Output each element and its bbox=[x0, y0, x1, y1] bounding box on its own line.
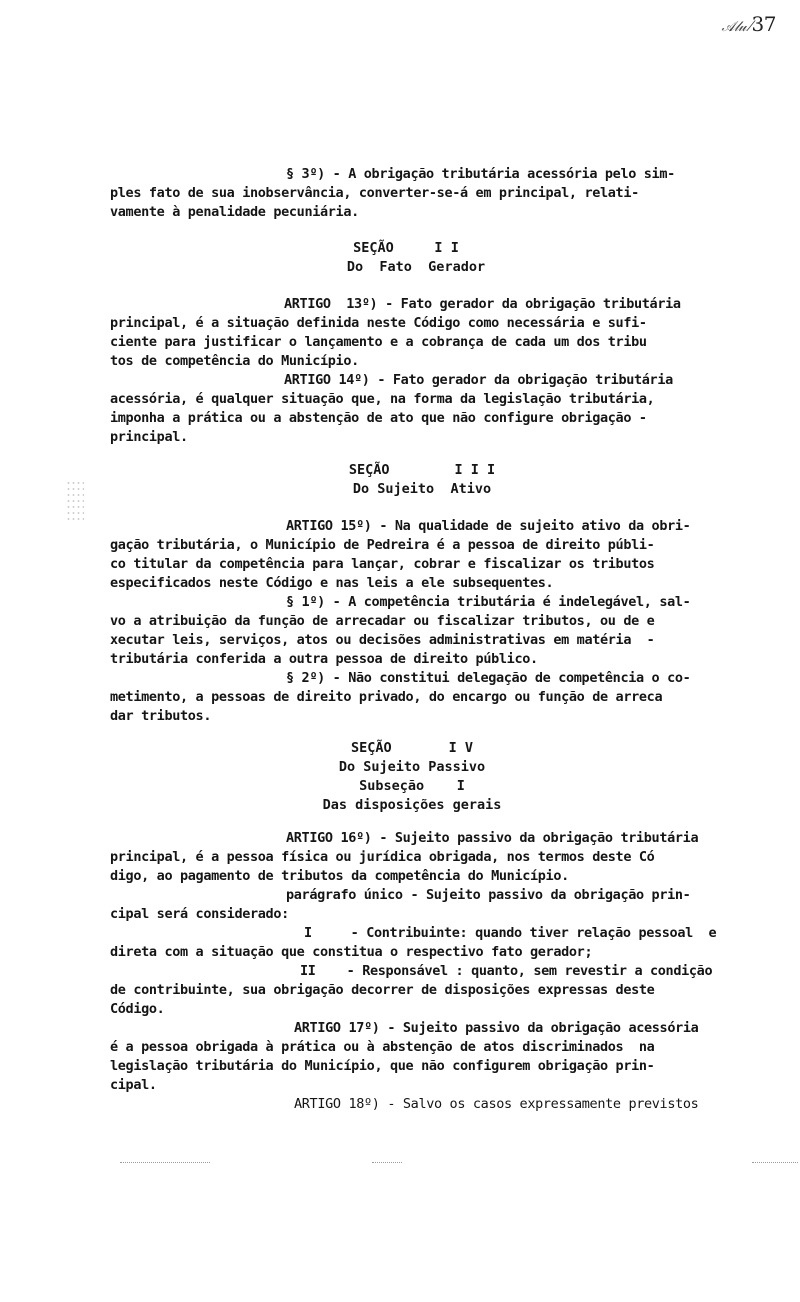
article-16-line: ARTIGO 16º) - Sujeito passivo da obrigação tributária bbox=[286, 830, 699, 846]
article-17-line: ARTIGO 17º) - Sujeito passivo da obrigação acessória bbox=[294, 1020, 699, 1036]
paragraph-3-line: ples fato de sua inobservância, converter-se-á em principal, relati- bbox=[110, 185, 639, 201]
bottom-dotted-rule bbox=[372, 1162, 402, 1163]
article-18-line: ARTIGO 18º) - Salvo os casos expressamente previstos bbox=[294, 1096, 699, 1112]
section-heading: SEÇÃO I V bbox=[351, 740, 473, 756]
item-2-line: Código. bbox=[110, 1001, 165, 1017]
item-2-line: de contribuinte, sua obrigação decorrer de disposições expressas deste bbox=[110, 982, 655, 998]
article-13-line: tos de competência do Município. bbox=[110, 353, 359, 369]
paragraph-1-line: § 1º) - A competência tributária é indelegável, sal- bbox=[286, 594, 691, 610]
page-number bbox=[721, 12, 776, 36]
sole-paragraph-line: cipal será considerado: bbox=[110, 906, 289, 922]
article-16-line: principal, é a pessoa física ou jurídica obrigada, nos termos deste Có bbox=[110, 849, 655, 865]
bottom-dotted-rule bbox=[120, 1162, 210, 1163]
paragraph-2-line: metimento, a pessoas de direito privado, do encargo ou função de arreca bbox=[110, 689, 663, 705]
section-subheading: Do Sujeito Ativo bbox=[352, 481, 492, 497]
article-17-line: cipal. bbox=[110, 1077, 157, 1093]
article-13-line: ciente para justificar o lançamento e a cobrança de cada um dos tribu bbox=[110, 334, 647, 350]
sole-paragraph-line: parágrafo único - Sujeito passivo da obrigação prin- bbox=[286, 887, 691, 903]
paragraph-3-line: § 3º) - A obrigação tributária acessória pelo sim- bbox=[286, 166, 675, 182]
article-14-line: ARTIGO 14º) - Fato gerador da obrigação tributária bbox=[284, 372, 673, 388]
bottom-dotted-rule bbox=[752, 1162, 798, 1163]
section-heading: SEÇÃO I I I bbox=[348, 462, 496, 478]
article-15-line: gação tributária, o Município de Pedreira é a pessoa de direito públi- bbox=[110, 537, 655, 553]
paragraph-2-line: § 2º) - Não constitui delegação de competência o co- bbox=[286, 670, 691, 686]
article-13-line: principal, é a situação definida neste Código como necessária e sufi- bbox=[110, 315, 647, 331]
subsection-heading: Subseção I bbox=[359, 778, 465, 794]
section-heading: SEÇÃO I I bbox=[353, 240, 459, 256]
article-14-line: acessória, é qualquer situação que, na forma da legislação tributária, bbox=[110, 391, 655, 407]
subsection-title: Das disposições gerais bbox=[322, 797, 502, 813]
item-1-line: I - Contribuinte: quando tiver relação pessoal e bbox=[304, 925, 717, 941]
item-1-line: direta com a situação que constitua o respectivo fato gerador; bbox=[110, 944, 593, 960]
section-subheading: Do Sujeito Passivo bbox=[338, 759, 486, 775]
paragraph-1-line: tributária conferida a outra pessoa de direito público. bbox=[110, 651, 538, 667]
item-2-line: II - Responsável : quanto, sem revestir a condição bbox=[300, 963, 713, 979]
article-15-line: co titular da competência para lançar, cobrar e fiscalizar os tributos bbox=[110, 556, 655, 572]
paragraph-1-line: vo a atribuição da função de arrecadar ou fiscalizar tributos, ou de e bbox=[110, 613, 655, 629]
article-14-line: imponha a prática ou a abstenção de ato que não configure obrigação - bbox=[110, 410, 647, 426]
paragraph-1-line: xecutar leis, serviços, atos ou decisões administrativas em matéria - bbox=[110, 632, 655, 648]
article-15-line: ARTIGO 15º) - Na qualidade de sujeito ativo da obri- bbox=[286, 518, 691, 534]
article-17-line: é a pessoa obrigada à prática ou à abstenção de atos discriminados na bbox=[110, 1039, 655, 1055]
paragraph-3-line: vamente à penalidade pecuniária. bbox=[110, 204, 359, 220]
article-13-line: ARTIGO 13º) - Fato gerador da obrigação tributária bbox=[284, 296, 681, 312]
article-15-line: especificados neste Código e nas leis a ele subsequentes. bbox=[110, 575, 554, 591]
page-mark: 𝒜𝓁𝓊 ⁄ bbox=[721, 19, 752, 35]
paragraph-2-line: dar tributos. bbox=[110, 708, 212, 724]
section-subheading: Do Fato Gerador bbox=[346, 259, 486, 275]
article-14-line: principal. bbox=[110, 429, 188, 445]
article-17-line: legislação tributária do Município, que não configurem obrigação prin- bbox=[110, 1058, 655, 1074]
page-number-value: 37 bbox=[751, 12, 776, 36]
article-16-line: digo, ao pagamento de tributos da competência do Município. bbox=[110, 868, 569, 884]
